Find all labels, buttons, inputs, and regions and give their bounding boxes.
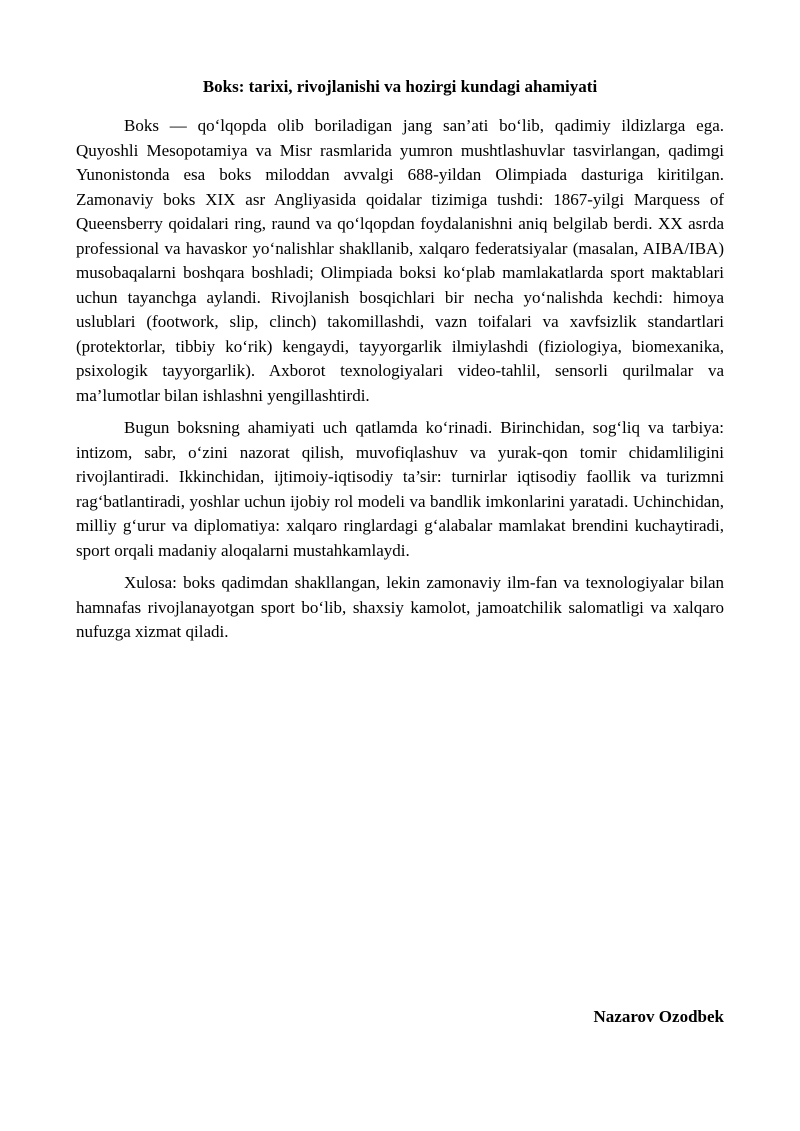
document-page [76,0,724,1131]
paragraph-significance: Bugun boksning ahamiyati uch qatlamda ko‘rinadi. Birinchidan, sog‘liq va tarbiya: intizom, sabr, o‘zini nazorat qilish, muvofiqlashuv va yurak-qon tomir chidamliligini rivojlantiradi. Ikkinchidan, ijtimoiy-iqtisodiy ta’sir: turnirlar iqtisodiy faollik va turizmni rag‘batlantiradi, yoshlar uchun ijobiy rol modeli va bandlik imkonlarini yaratadi. Uchinchidan, milliy g‘urur va diplomatiya: xalqaro ringlardagi g‘alabalar mamlakat brendini kuchaytiradi, sport orqali madaniy aloqalarni mustahkamlaydi. [76,418,724,560]
document-body [76,114,724,653]
document-title: Boks: tarixi, rivojlanishi va hozirgi kundagi ahamiyati [202,77,598,96]
paragraph-conclusion: Xulosa: boks qadimdan shakllangan, lekin zamonaviy ilm-fan va texnologiyalar bilan hamnafas rivojlanayotgan sport bo‘lib, shaxsiy kamolot, jamoatchilik salomatligi va xalqaro nufuzga xizmat qiladi. [76,573,724,641]
author-signature: Nazarov Ozodbek [593,1007,724,1026]
paragraph-history: Boks — qo‘lqopda olib boriladigan jang san’ati bo‘lib, qadimiy ildizlarga ega. Quyoshli Mesopotamiya va Misr rasmlarida yumron mushtlashuvlar tasvirlangan, qadimgi Yunonistonda esa boks miloddan avvalgi 688-yildan Olimpiada dasturiga kiritilgan. Zamonaviy boks XIX asr Angliyasida qoidalar tizimiga tushdi: 1867-yilgi Marquess of Queensberry qoidalari ring, raund va qo‘lqopdan foydalanishni aniq belgilab berdi. XX asrda professional va havaskor yo‘nalishlar shakllanib, xalqaro federatsiyalar (masalan, AIBA/IBA) musobaqalarni boshqara boshladi; Olimpiada boksi ko‘plab mamlakatlarda sport maktablari uchun tayanchga aylandi. Rivojlanish bosqichlari bir necha yo‘nalishda kechdi: himoya uslublari (footwork, slip, clinch) takomillashdi, vazn toifalari va xavfsizlik standartlari (protektorlar, tibbiy ko‘rik) kengaydi, tayyorgarlik ilmiylashdi (fiziologiya, biomexanika, psixologik tayyorgarlik). Axborot texnologiyalari video-tahlil, sensorli qurilmalar va ma’lumotlar bilan ishlashni yengillashtirdi. [76,116,724,405]
